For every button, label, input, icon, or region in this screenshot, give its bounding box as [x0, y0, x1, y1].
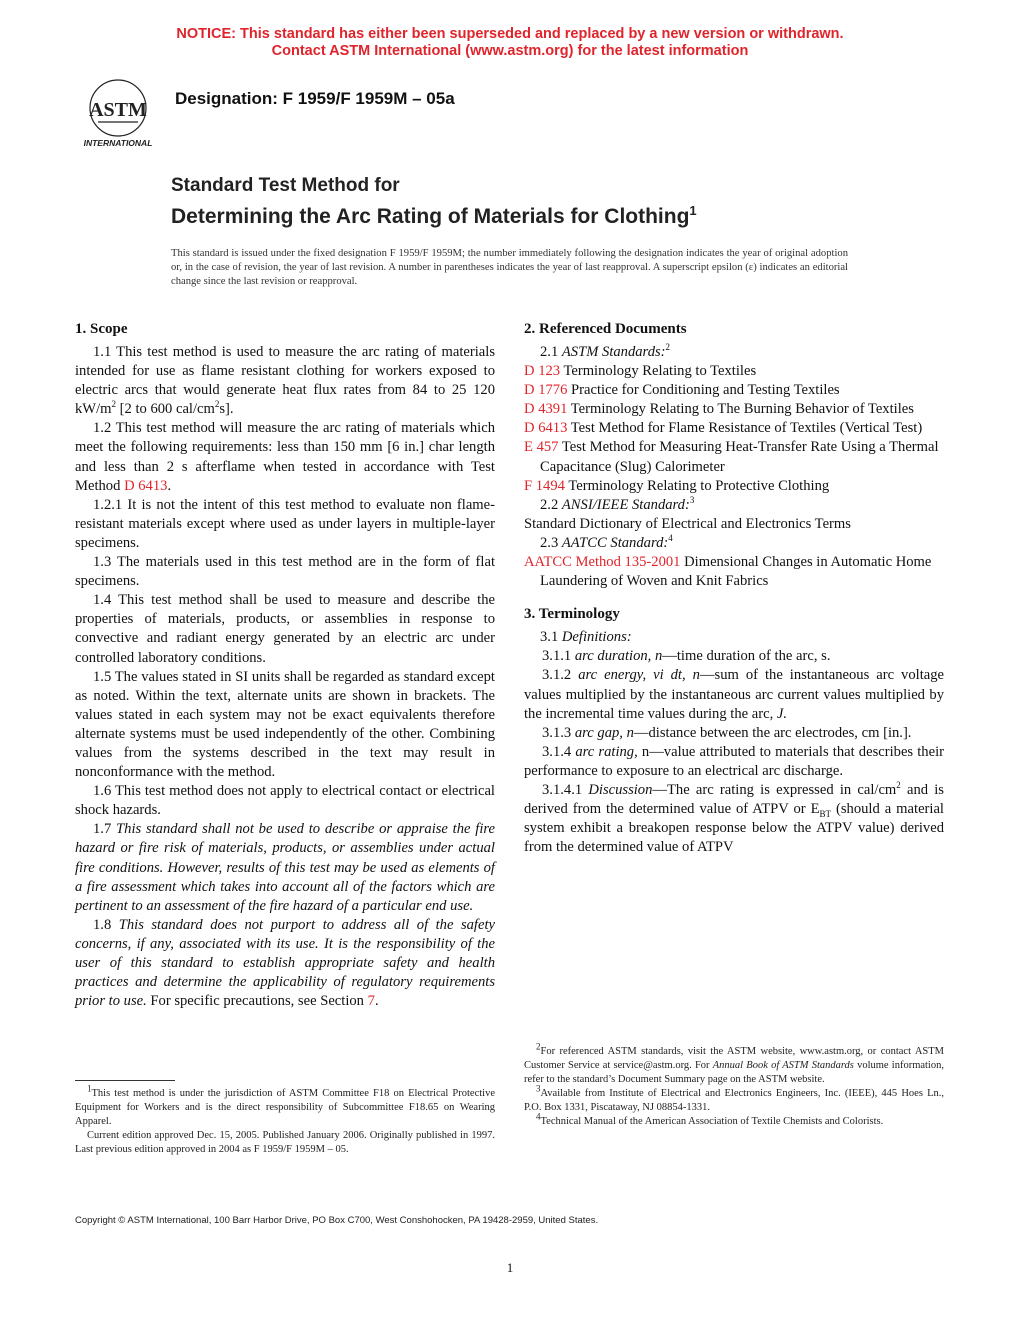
reference-link[interactable]: D 4391 — [524, 401, 568, 418]
reference-item — [524, 438, 944, 476]
reference-title: Terminology Relating to Protective Clothing — [564, 477, 830, 494]
astm-logo — [74, 74, 162, 152]
para-1-1-text-b: [2 to 600 cal/cm — [115, 401, 215, 418]
link-d6413[interactable]: D 6413 — [124, 477, 168, 494]
reference-title: Test Method for Flame Resistance of Textiles (Vertical Test) — [567, 420, 923, 437]
designation: Designation: F 1959/F 1959M – 05a — [175, 89, 455, 108]
section-heading-terminology: 3. Terminology — [524, 606, 620, 623]
section-heading-scope: 1. Scope — [75, 321, 128, 337]
reference-item — [524, 419, 944, 438]
footnote-2-text: For referenced ASTM standards, visit the ASTM website, www.astm.org, or contact ASTM Customer Service at service@astm.org. For — [524, 1046, 944, 1071]
para-3-1-4 — [524, 743, 944, 781]
logo-text: ASTM — [89, 99, 147, 121]
term: arc energy, vi dt, n — [578, 667, 700, 684]
definition: —time duration of the arc, s. — [662, 648, 831, 665]
para-2-3 — [524, 534, 944, 553]
unit: J. — [776, 705, 788, 722]
reference-item — [524, 400, 944, 419]
para-num: 3.1.1 — [542, 648, 575, 665]
title-line-1: Standard Test Method for — [171, 175, 400, 196]
astm-reference-list — [524, 362, 944, 496]
notice-line-2: Contact ASTM International (www.astm.org) for the latest information — [271, 43, 749, 59]
title-main: Determining the Arc Rating of Materials for Clothing — [171, 205, 690, 228]
footnote-3 — [524, 1083, 944, 1115]
para-1-8-dot: . — [374, 993, 379, 1010]
term: arc rating — [575, 743, 635, 760]
sup: 2 — [896, 780, 901, 791]
right-column — [524, 320, 944, 857]
para-2-1 — [524, 343, 944, 362]
section-heading-references: 2. Referenced Documents — [524, 321, 687, 337]
para-1-2-1: 1.2.1 It is not the intent of this test method to evaluate non flame-resistant materials except where used as under layers in multiple-layer specimens. — [75, 496, 495, 551]
notice-line-1: NOTICE: This standard has either been superseded and replaced by a new version or withdrawn. — [176, 26, 844, 42]
sup: 2 — [214, 399, 220, 410]
definition: —sum of the instantaneous arc voltage values multiplied by the instantaneous arc current values multiplied by the incremental time values during the arc, — [524, 667, 945, 722]
para-1-4: 1.4 This test method shall be used to measure and describe the properties of materials, products, or assemblies in response to convective and radiant energy generated by an electric arc under controlled laboratory conditions. — [75, 592, 495, 666]
definition: —distance between the arc electrodes, cm [in.]. — [633, 724, 912, 741]
para-3-1-4-1 — [524, 781, 944, 857]
para-num: 3.1.4 — [542, 743, 576, 760]
reference-title: Terminology Relating to The Burning Behavior of Textiles — [567, 401, 914, 418]
discussion-b: and is derived from the determined value of ATPV or E — [524, 781, 944, 818]
logo-subtext: INTERNATIONAL — [83, 138, 153, 148]
reference-link[interactable]: D 1776 — [524, 382, 568, 399]
para-1-6: 1.6 This test method does not apply to electrical contact or electrical shock hazards. — [75, 783, 495, 819]
para-1-7-text: This standard shall not be used to describe or appraise the fire hazard or fire risk of materials, products, or assemblies under actual fire conditions. However, results of this test may be used as elements of a fire assessment which takes into account all of the factors which are pertinent to an assessment of the fire hazard of a particular end use. — [75, 821, 496, 914]
footnote-2-italic: Annual Book of ASTM Standards — [712, 1060, 854, 1071]
para-3-1-text: Definitions: — [561, 629, 632, 646]
para-3-1-3 — [524, 724, 944, 743]
footnote-2-text-b: volume information, refer to the standard’s Document Summary page on the ASTM website. — [524, 1060, 944, 1085]
reference-item — [524, 477, 944, 496]
para-1-2 — [75, 419, 495, 495]
reference-link[interactable]: E 457 — [524, 439, 559, 456]
footnote-4 — [524, 1111, 944, 1129]
footnote-mark: 4 — [536, 1111, 541, 1122]
footnote-rule — [75, 1080, 175, 1081]
ieee-dictionary-item: Standard Dictionary of Electrical and Electronics Terms — [524, 515, 851, 532]
document-title — [171, 175, 697, 231]
footnote-ref-2[interactable]: 2 — [665, 342, 671, 353]
para-num: 3.1.2 — [542, 667, 579, 684]
reference-title: Practice for Conditioning and Testing Textiles — [567, 382, 840, 399]
footnote-3-text: Available from Institute of Electrical and Electronics Engineers, Inc. (IEEE), 445 Hoes Ln., P.O. Box 1331, Piscataway, NJ 08854-1331. — [524, 1088, 944, 1113]
reference-link[interactable]: F 1494 — [524, 477, 565, 494]
reference-item — [524, 381, 944, 400]
para-3-1-num: 3.1 — [540, 629, 562, 646]
para-1-2-text: 1.2 This test method will measure the arc rating of materials which meet the following requirements: less than 150 mm [6 in.] char length and less than 2 s afterflame when tested in accordance with Test Method — [75, 420, 495, 494]
reference-title: Test Method for Measuring Heat-Transfer Rate Using a Thermal Capacitance (Slug) Calorimeter — [540, 439, 939, 475]
definition: —value attributed to materials that describes their performance to exposure to an electrical arc discharge. — [524, 743, 944, 779]
sup: 2 — [111, 399, 116, 410]
para-1-1-text: 1.1 This test method is used to measure the arc rating of materials intended for use as flame resistant clothing for workers exposed to electric arcs that would generate heat flux rates from 84 to 25 120 kW/m — [75, 344, 495, 418]
link-section-7[interactable]: 7 — [367, 993, 375, 1010]
aatcc-item — [524, 553, 944, 591]
footnote-4-text: Technical Manual of the American Association of Textile Chemists and Colorists. — [540, 1116, 884, 1127]
para-2-2 — [524, 496, 944, 515]
reference-item — [524, 362, 944, 381]
para-1-8 — [75, 916, 495, 1011]
para-3-1-1 — [524, 647, 944, 666]
term: arc gap, n — [574, 724, 634, 741]
discussion-c: (should a material system exhibit a breakopen response below the ATPV value) derived from the determined value of ATPV — [524, 801, 944, 856]
footnotes-left — [75, 1080, 495, 1157]
left-column — [75, 320, 495, 1011]
footnote-1 — [75, 1083, 495, 1129]
para-1-1 — [75, 343, 495, 419]
footnote-mark: 2 — [536, 1041, 541, 1052]
footnote-1-text: This test method is under the jurisdiction of ASTM Committee F18 on Electrical Protective Equipment for Workers and is the direct responsibility of Subcommittee F18.65 on Wearing Apparel. — [75, 1088, 495, 1127]
term-pos: , n — [634, 743, 650, 760]
para-3-1-2 — [524, 666, 944, 723]
footnote-mark: 3 — [536, 1083, 541, 1094]
subscript: BT — [819, 808, 832, 819]
reference-title: Terminology Relating to Textiles — [560, 363, 757, 380]
term: Discussion — [588, 781, 653, 798]
para-1-5: 1.5 The values stated in SI units shall be regarded as standard except as noted. Within the text, alternate units are shown in brackets. The values stated in each system may not be exact equivalents therefore alternate systems must be used independently of the other. Combining values from the systems described in the text may result in nonconformance with the method. — [75, 668, 495, 781]
para-2-2-num: 2.2 — [540, 496, 562, 513]
aatcc-title: Dimensional Changes in Automatic Home Laundering of Woven and Knit Fabrics — [540, 554, 932, 590]
para-1-2-end: . — [167, 477, 172, 494]
aatcc-link[interactable]: AATCC Method 135-2001 — [524, 554, 681, 571]
para-2-3-num: 2.3 — [540, 534, 562, 551]
para-2-1-num: 2.1 — [540, 344, 562, 360]
withdrawn-notice — [0, 26, 1020, 60]
para-1-1-text-c: s]. — [219, 401, 234, 418]
reference-link[interactable]: D 6413 — [524, 420, 568, 437]
para-2-1-text: ASTM Standards: — [561, 344, 666, 360]
section-gap — [524, 591, 944, 605]
title-line-2 — [171, 197, 697, 231]
copyright: Copyright © ASTM International, 100 Barr Harbor Drive, PO Box C700, West Conshohocken, PA 19428-2959, United States. — [75, 1215, 599, 1226]
para-1-8-text: This standard does not purport to address all of the safety concerns, if any, associated with its use. It is the responsibility of the user of this standard to establish appropriate safety and health practices and determine the applicability of regulatory requirements prior to use. — [75, 916, 495, 1010]
footnote-ref-4[interactable]: 4 — [668, 533, 673, 544]
para-1-8-end: For specific precautions, see Section — [146, 993, 368, 1010]
reference-link[interactable]: D 123 — [524, 363, 561, 380]
page-number: 1 — [506, 1260, 514, 1275]
footnote-mark: 1 — [87, 1083, 92, 1094]
para-num: 3.1.4.1 — [542, 781, 589, 798]
para-1-3: 1.3 The materials used in this test method are in the form of flat specimens. — [75, 554, 495, 590]
para-3-1 — [524, 628, 944, 647]
para-2-3-text: AATCC Standard: — [561, 534, 669, 551]
para-1-7-num: 1.7 — [93, 821, 117, 838]
footnote-2 — [524, 1041, 944, 1087]
footnote-ref-3[interactable]: 3 — [689, 494, 695, 505]
para-2-2-text: ANSI/IEEE Standard: — [561, 496, 690, 513]
footnotes-right — [524, 1041, 944, 1129]
para-1-8-num: 1.8 — [93, 916, 119, 933]
term: arc duration, n — [574, 648, 663, 665]
issued-note: This standard is issued under the fixed designation F 1959/F 1959M; the number immediately following the designation indicates the year of original adoption or, in the case of revision, the year of last revision. A number in parentheses indicates the year of last reapproval. A superscript epsilon (ε) indicates an editorial change since the last revision or reapproval. — [171, 248, 848, 287]
para-num: 3.1.3 — [542, 724, 575, 741]
title-footnote-ref[interactable]: 1 — [689, 203, 697, 218]
para-1-7 — [75, 820, 495, 915]
discussion-a: —The arc rating is expressed in cal/cm — [652, 781, 897, 798]
footnote-1-edition: Current edition approved Dec. 15, 2005. Published January 2006. Originally published in 1997. Last previous edition approved in 2004 as F 1959/F 1959M – 05. — [75, 1130, 495, 1155]
